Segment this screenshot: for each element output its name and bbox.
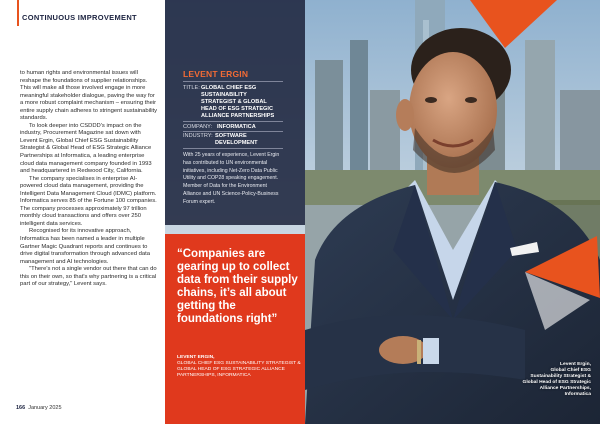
profile-name: LEVENT ERGIN [183, 69, 249, 79]
caption-line: Sustainability Strategist & [530, 374, 591, 380]
industry-line: DEVELOPMENT [215, 140, 258, 146]
pull-quote-box [165, 234, 305, 424]
title-line: ALLIANCE PARTNERSHIPS [201, 113, 275, 119]
profile-divider [183, 121, 283, 122]
profile-divider [183, 131, 283, 132]
article-body [20, 70, 158, 289]
caption-line: Levent Ergin, [560, 362, 591, 367]
attribution-name: LEVENT ERGIN, [177, 355, 215, 360]
industry-value [215, 133, 258, 147]
issue-month: January 2025 [28, 405, 62, 411]
caption-line: Informatica [564, 392, 591, 398]
title-value [201, 85, 274, 120]
profile-divider [183, 81, 283, 82]
body-paragraph: Recognised for its innovative approach, Informatica has been named a leader in multiple Gartner Magic Quadrant reports and continues to drive digital transformation through advanced data management and AI technologies. [20, 228, 150, 265]
title-label: TITLE: [183, 85, 200, 91]
attribution-role: GLOBAL CHIEF ESG SUSTAINABILITY STRATEGIST & GLOBAL HEAD OF ESG STRATEGIC ALLIANCE PARTNERSHIPS, INFORMATICA [177, 361, 301, 379]
title-line: STRATEGIST & GLOBAL [201, 99, 267, 105]
company-value: INFORMATICA [217, 124, 256, 130]
profile-panel [165, 0, 305, 225]
photo-caption [511, 362, 591, 399]
industry-line: SOFTWARE [215, 133, 247, 139]
title-line: GLOBAL CHIEF ESG [201, 85, 257, 91]
pull-quote-attribution [177, 355, 301, 379]
body-paragraph: To look deeper into CSDDD's impact on the industry, Procurement Magazine sat down with Levent Ergin, Global Chief ESG Sustainability Strategist & Global Head of ESG Strategic Alliance Partnerships at Informatica, a leading enterprise cloud data management company founded in 1993 and headquartered in Redwood City, California. [20, 122, 152, 175]
title-line: HEAD OF ESG STRATEGIC [201, 106, 273, 112]
profile-bio: With 25 years of experience, Levent Ergin has contributed to UN environmental initiatives, including Net-Zero Data Public Utility and COP28 speaking engagement. Member of Data for the Environment Alliance and UN Science-Policy-Business Forum expert. [183, 152, 280, 205]
section-label: CONTINUOUS IMPROVEMENT [22, 13, 137, 22]
profile-divider [183, 148, 283, 149]
pull-quote-text: “Companies are gearing up to collect data from their supply chains, it’s all about getting the foundations right” [177, 248, 298, 325]
body-paragraph: to human rights and environmental issues will reshape the foundations of supplier relationships. This will make all those involved engage in more meaningful stakeholder dialogue, paving the way for a more robust complaint mechanism – ensuring their entire supply chain adheres to stringent sustainability standards. [20, 70, 158, 122]
page-footer [16, 405, 62, 411]
body-paragraph: The company specialises in enterprise AI-powered cloud data management, providing the Intelligent Data Management Cloud (IDMC) platform. Informatica serves 85 of the Fortune 100 companies. The company processes approximately 97 trillion monthly cloud transactions and offers over 250 intelligent data services. [20, 175, 157, 227]
section-accent-bar [17, 0, 19, 26]
caption-line: Alliance Partnerships, [539, 386, 591, 392]
caption-line: Global Head of ESG Strategic [522, 380, 591, 386]
company-label: COMPANY: [183, 124, 213, 130]
body-paragraph: "There's not a single vendor out there that can do this on their own, so that's why partnering is a critical part of our strategy," Levent says. [20, 266, 157, 288]
industry-label: INDUSTRY: [183, 133, 213, 139]
caption-line: Global Chief ESG [550, 368, 591, 374]
page-number: 166 [16, 405, 26, 411]
title-line: SUSTAINABILITY [201, 92, 247, 98]
